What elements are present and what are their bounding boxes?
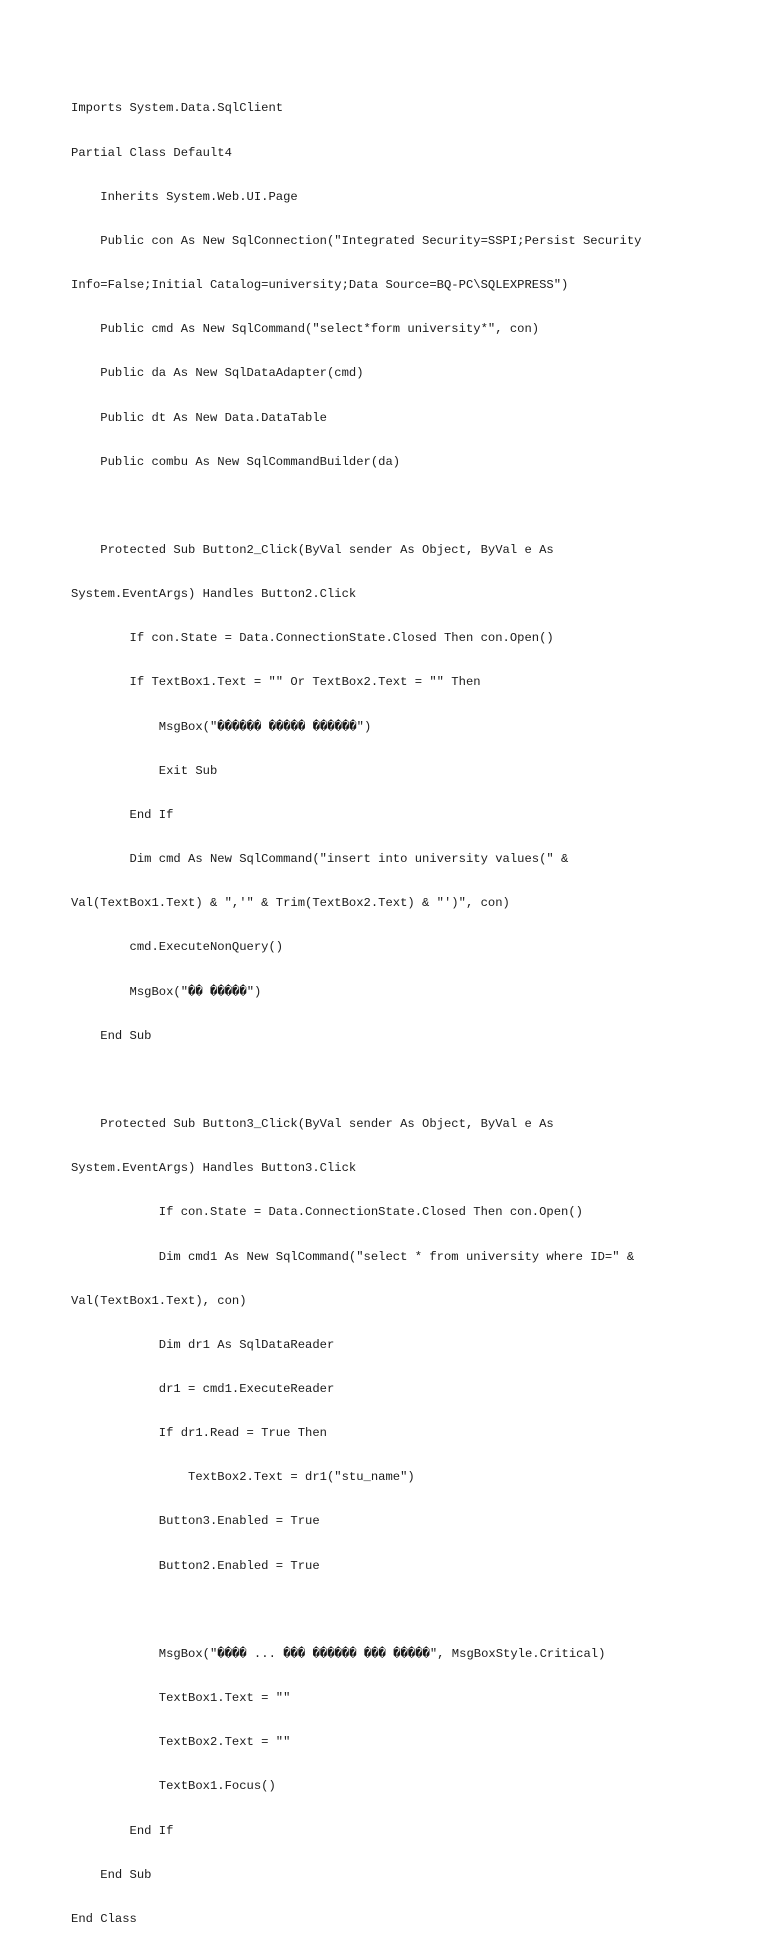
code-line: Button2.Enabled = True	[71, 1558, 320, 1573]
code-line: TextBox1.Text = ""	[71, 1691, 291, 1706]
code-line: If con.State = Data.ConnectionState.Closed Then con.Open()	[71, 631, 554, 646]
code-line: MsgBox("������ ����� ������")	[71, 719, 372, 734]
code-line: System.EventArgs) Handles Button2.Click	[71, 587, 357, 602]
code-line: End Class	[71, 1911, 137, 1926]
code-line: Protected Sub Button3_Click(ByVal sender As Object, ByVal e As	[71, 1117, 554, 1132]
code-line: If dr1.Read = True Then	[71, 1426, 327, 1441]
code-line: Inherits System.Web.UI.Page	[71, 189, 298, 204]
code-line: TextBox2.Text = dr1("stu_name")	[71, 1470, 415, 1485]
code-line: Val(TextBox1.Text), con)	[71, 1293, 247, 1308]
code-line: TextBox1.Focus()	[71, 1779, 276, 1794]
code-line: Dim cmd1 As New SqlCommand("select * from university where ID=" &	[71, 1249, 635, 1264]
blank-line	[71, 1603, 731, 1618]
code-line: TextBox2.Text = ""	[71, 1735, 291, 1750]
code-line: cmd.ExecuteNonQuery()	[71, 940, 284, 955]
code-line: Public cmd As New SqlCommand("select*form university*", con)	[71, 322, 540, 337]
code-line: Public con As New SqlConnection("Integrated Security=SSPI;Persist Security	[71, 233, 642, 248]
code-line: Imports System.Data.SqlClient	[71, 101, 284, 116]
code-listing	[71, 72, 731, 1956]
code-line: MsgBox("�� �����")	[71, 984, 262, 999]
code-line: Public dt As New Data.DataTable	[71, 410, 327, 425]
code-line: If con.State = Data.ConnectionState.Closed Then con.Open()	[71, 1205, 583, 1220]
code-line: Info=False;Initial Catalog=university;Data Source=BQ-PC\SQLEXPRESS")	[71, 278, 569, 293]
code-line: Button3.Enabled = True	[71, 1514, 320, 1529]
code-line: Dim cmd As New SqlCommand("insert into university values(" &	[71, 852, 569, 867]
code-line: Partial Class Default4	[71, 145, 232, 160]
code-line: If TextBox1.Text = "" Or TextBox2.Text = "" Then	[71, 675, 481, 690]
code-line: End Sub	[71, 1867, 152, 1882]
code-line: Dim dr1 As SqlDataReader	[71, 1337, 335, 1352]
code-line: Val(TextBox1.Text) & ",'" & Trim(TextBox2.Text) & "')", con)	[71, 896, 510, 911]
blank-line	[71, 499, 731, 514]
code-line: End If	[71, 807, 174, 822]
code-line: Protected Sub Button2_Click(ByVal sender As Object, ByVal e As	[71, 543, 554, 557]
code-line: Public da As New SqlDataAdapter(cmd)	[71, 366, 364, 381]
code-line: Public combu As New SqlCommandBuilder(da)	[71, 454, 401, 469]
code-line: dr1 = cmd1.ExecuteReader	[71, 1381, 335, 1396]
code-line: Exit Sub	[71, 763, 218, 778]
blank-line	[71, 1073, 731, 1088]
code-line: End If	[71, 1823, 174, 1838]
code-line: System.EventArgs) Handles Button3.Click	[71, 1161, 357, 1176]
code-line: MsgBox("���� ... ��� ������ ��� �����", MsgBoxStyle.Critical)	[71, 1646, 606, 1661]
code-line: End Sub	[71, 1028, 152, 1043]
